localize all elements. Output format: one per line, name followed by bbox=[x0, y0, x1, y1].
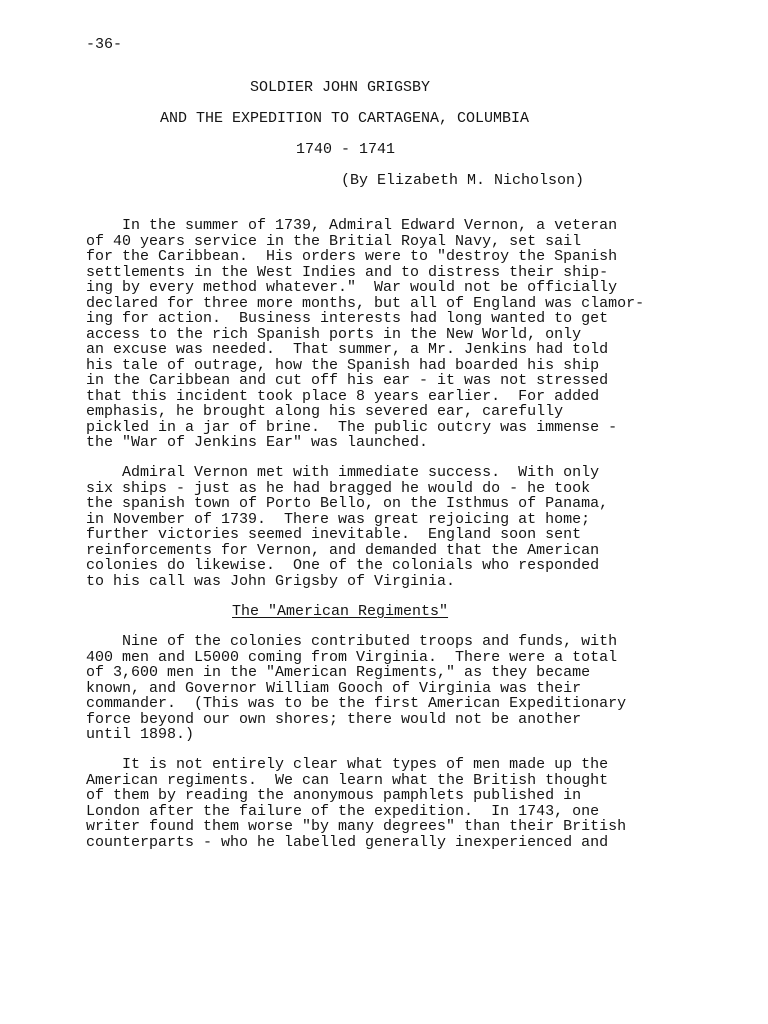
text-line: writer found them worse "by many degrees" than their British bbox=[86, 818, 627, 835]
text-line: counterparts - who he labelled generally inexperienced and bbox=[86, 833, 609, 851]
text-line: until 1898.) bbox=[86, 726, 195, 743]
paragraph-2 bbox=[86, 465, 766, 589]
title-line-1: SOLDIER JOHN GRIGSBY bbox=[250, 79, 431, 96]
paragraph-1 bbox=[86, 218, 766, 451]
author-byline: (By Elizabeth M. Nicholson) bbox=[341, 172, 585, 189]
text-line: of 3,600 men in the "American Regiments," as they became bbox=[86, 664, 591, 681]
paragraph-3 bbox=[86, 634, 766, 743]
text-line: pickled in a jar of brine. The public outcry was immense - bbox=[86, 418, 618, 436]
text-line: commander. (This was to be the first American Expeditionary bbox=[86, 695, 627, 712]
text-line: the spanish town of Porto Bello, on the Isthmus of Panama, bbox=[86, 495, 609, 512]
text-line: in November of 1739. There was great rejoicing at home; bbox=[86, 510, 591, 528]
section-subheading: The "American Regiments" bbox=[232, 603, 449, 620]
title-line-2: AND THE EXPEDITION TO CARTAGENA, COLUMBIA bbox=[160, 110, 530, 127]
text-line: six ships - just as he had bragged he would do - he took bbox=[86, 479, 591, 497]
text-line: to his call was John Grigsby of Virginia. bbox=[86, 572, 456, 590]
text-line: Admiral Vernon met with immediate success. With only bbox=[86, 464, 600, 481]
text-line: access to the rich Spanish ports in the New World, only bbox=[86, 325, 582, 343]
text-line: Nine of the colonies contributed troops and funds, with bbox=[86, 633, 618, 650]
page-number: -36- bbox=[86, 36, 123, 53]
text-line: It is not entirely clear what types of men made up the bbox=[86, 756, 609, 773]
text-line: further victories seemed inevitable. England soon sent bbox=[86, 526, 582, 543]
text-line: London after the failure of the expedition. In 1743, one bbox=[86, 802, 600, 820]
paragraph-4 bbox=[86, 757, 766, 850]
text-line: declared for three more months, but all of England was clamor- bbox=[86, 294, 645, 312]
text-line: for the Caribbean. His orders were to "destroy the Spanish bbox=[86, 248, 618, 265]
text-line: colonies do likewise. One of the colonials who responded bbox=[86, 557, 600, 574]
text-line: In the summer of 1739, Admiral Edward Vernon, a veteran bbox=[86, 217, 618, 234]
text-line: an excuse was needed. That summer, a Mr. Jenkins had told bbox=[86, 341, 609, 358]
text-line: reinforcements for Vernon, and demanded that the American bbox=[86, 541, 600, 559]
text-line: emphasis, he brought along his severed ear, carefully bbox=[86, 403, 564, 420]
text-line: 400 men and L5000 coming from Virginia. There were a total bbox=[86, 648, 618, 666]
text-line: American regiments. We can learn what the British thought bbox=[86, 771, 609, 789]
text-line: known, and Governor William Gooch of Virginia was their bbox=[86, 679, 582, 697]
text-line: ing for action. Business interests had long wanted to get bbox=[86, 310, 609, 327]
text-line: ing by every method whatever." War would not be officially bbox=[86, 279, 618, 296]
text-line: of them by reading the anonymous pamphlets published in bbox=[86, 787, 582, 804]
text-line: force beyond our own shores; there would not be another bbox=[86, 710, 582, 728]
text-line: the "War of Jenkins Ear" was launched. bbox=[86, 434, 429, 451]
title-dates: 1740 - 1741 bbox=[296, 141, 396, 158]
text-line: of 40 years service in the Britial Royal Navy, set sail bbox=[86, 232, 582, 250]
text-line: that this incident took place 8 years earlier. For added bbox=[86, 387, 600, 405]
text-line: his tale of outrage, how the Spanish had boarded his ship bbox=[86, 356, 600, 374]
text-line: in the Caribbean and cut off his ear - it was not stressed bbox=[86, 372, 609, 389]
text-line: settlements in the West Indies and to distress their ship- bbox=[86, 263, 609, 281]
